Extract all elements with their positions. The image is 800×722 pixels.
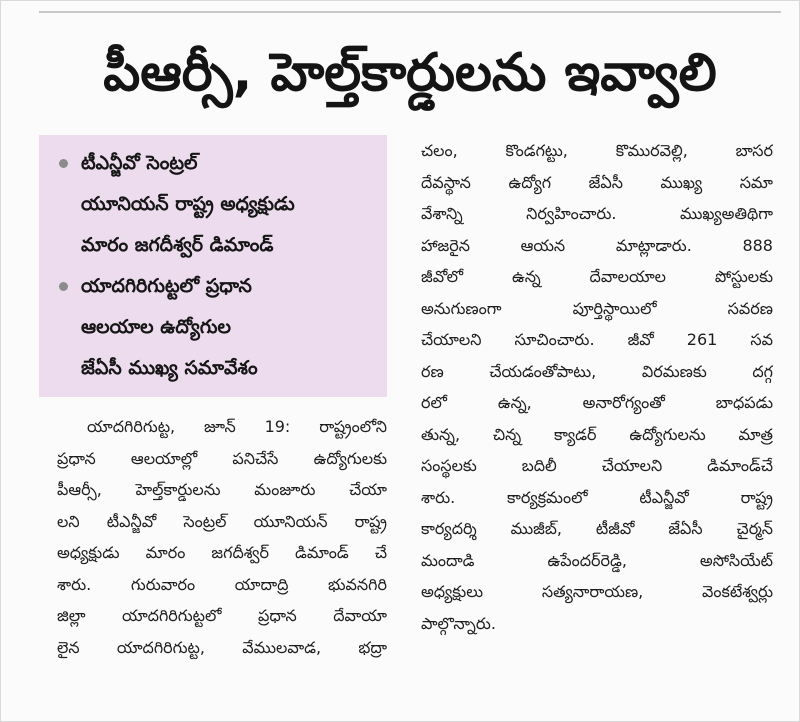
article-line: మందాడి ఉపేందర్‌రెడ్డి, అసోసియేట్: [421, 550, 773, 570]
article-line: శారు. కార్యక్రమంలో టీఎన్జీవో రాష్ట్ర: [421, 487, 773, 507]
article-column-left: [57, 411, 387, 663]
highlight-line: మారం జగదీశ్వర్ డిమాండ్: [81, 234, 274, 256]
article-line: అనుగుణంగా పూర్తిస్థాయిలో సవరణ: [421, 298, 773, 318]
article-line: అధ్యక్షుడు మారం జగదీశ్వర్ డిమాండ్ చే: [57, 543, 387, 562]
highlight-line: టీఎన్జీవో సెంట్రల్: [81, 152, 198, 174]
article-line: జీవోలో ఉన్న దేవాలయాల పోస్టులకు: [421, 267, 773, 286]
top-rule: [39, 11, 781, 13]
article-line: దేవస్థాన ఉద్యోగ జేఏసీ ముఖ్య సమా: [421, 172, 773, 192]
article-line: లైన యాదగిరిగుట్ట, వేములవాడ, భద్రా: [57, 637, 387, 657]
headline: పీఆర్సీ, హెల్త్‌కార్డులను ఇవ్వాలి: [103, 43, 717, 103]
article-line: రలో ఉన్న, అనారోగ్యంతో బాధపడు: [421, 393, 773, 412]
highlight-line: యాదగిరిగుట్టలో ప్రధాన: [81, 275, 252, 297]
article-line: హాజరైన ఆయన మాట్లాడారు. 888: [421, 235, 773, 255]
article-line: ప్రధాన ఆలయాల్లో పనిచేసే ఉద్యోగులకు: [57, 448, 387, 468]
highlight-line: జేఏసీ ముఖ్య సమావేశం: [81, 357, 258, 379]
article-line: అధ్యక్షులు సత్యనారాయణ, వెంకటేశ్వర్లు: [421, 582, 773, 601]
article-line: తున్న, చిన్న క్యాడర్ ఉద్యోగులను మాత్ర: [421, 424, 773, 444]
highlights-box: [39, 135, 387, 397]
bullet-icon: [59, 282, 68, 291]
article-line: జిల్లా యాదగిరిగుట్టలో ప్రధాన దేవాయా: [57, 606, 387, 625]
article-line: పాల్గొన్నారు.: [421, 613, 496, 633]
article-line: శారు. గురువారం యాదాద్రి భువనగిరి: [57, 574, 387, 594]
highlight-line: ఆలయాల ఉద్యోగుల: [81, 316, 231, 338]
highlight-item: [55, 266, 377, 389]
article-line: వేశాన్ని నిర్వహించారు. ముఖ్యఅతిథిగా: [421, 204, 773, 223]
article-line: సంస్థలకు బదిలీ చేయాలని డిమాండ్‌చే: [421, 456, 773, 475]
highlight-item: [55, 143, 377, 266]
article-line: యాదగిరిగుట్ట, జూన్ 19: రాష్ట్రంలోని: [87, 417, 387, 436]
article-line: పీఆర్సీ, హెల్త్‌కార్డులను మంజూరు చేయా: [57, 480, 387, 499]
article-line: లని టీఎన్జీవో సెంట్రల్ యూనియన్ రాష్ట్ర: [57, 511, 387, 531]
article-line: చేయాలని సూచించారు. జీవో 261 సవ: [421, 330, 773, 349]
article-line: రణ చేయడంతోపాటు, విరమణకు దగ్గ: [421, 361, 773, 381]
article-line: కార్యదర్శి ముజీబ్, టీజీవో జేఏసీ చైర్మన్: [421, 519, 773, 538]
highlight-line: యూనియన్ రాష్ట్ర అధ్యక్షుడు: [81, 193, 295, 215]
bullet-icon: [59, 159, 68, 168]
article-column-right: [421, 135, 773, 639]
article-line: చలం, కొండగట్టు, కొమురవెల్లి, బాసర: [421, 141, 773, 160]
